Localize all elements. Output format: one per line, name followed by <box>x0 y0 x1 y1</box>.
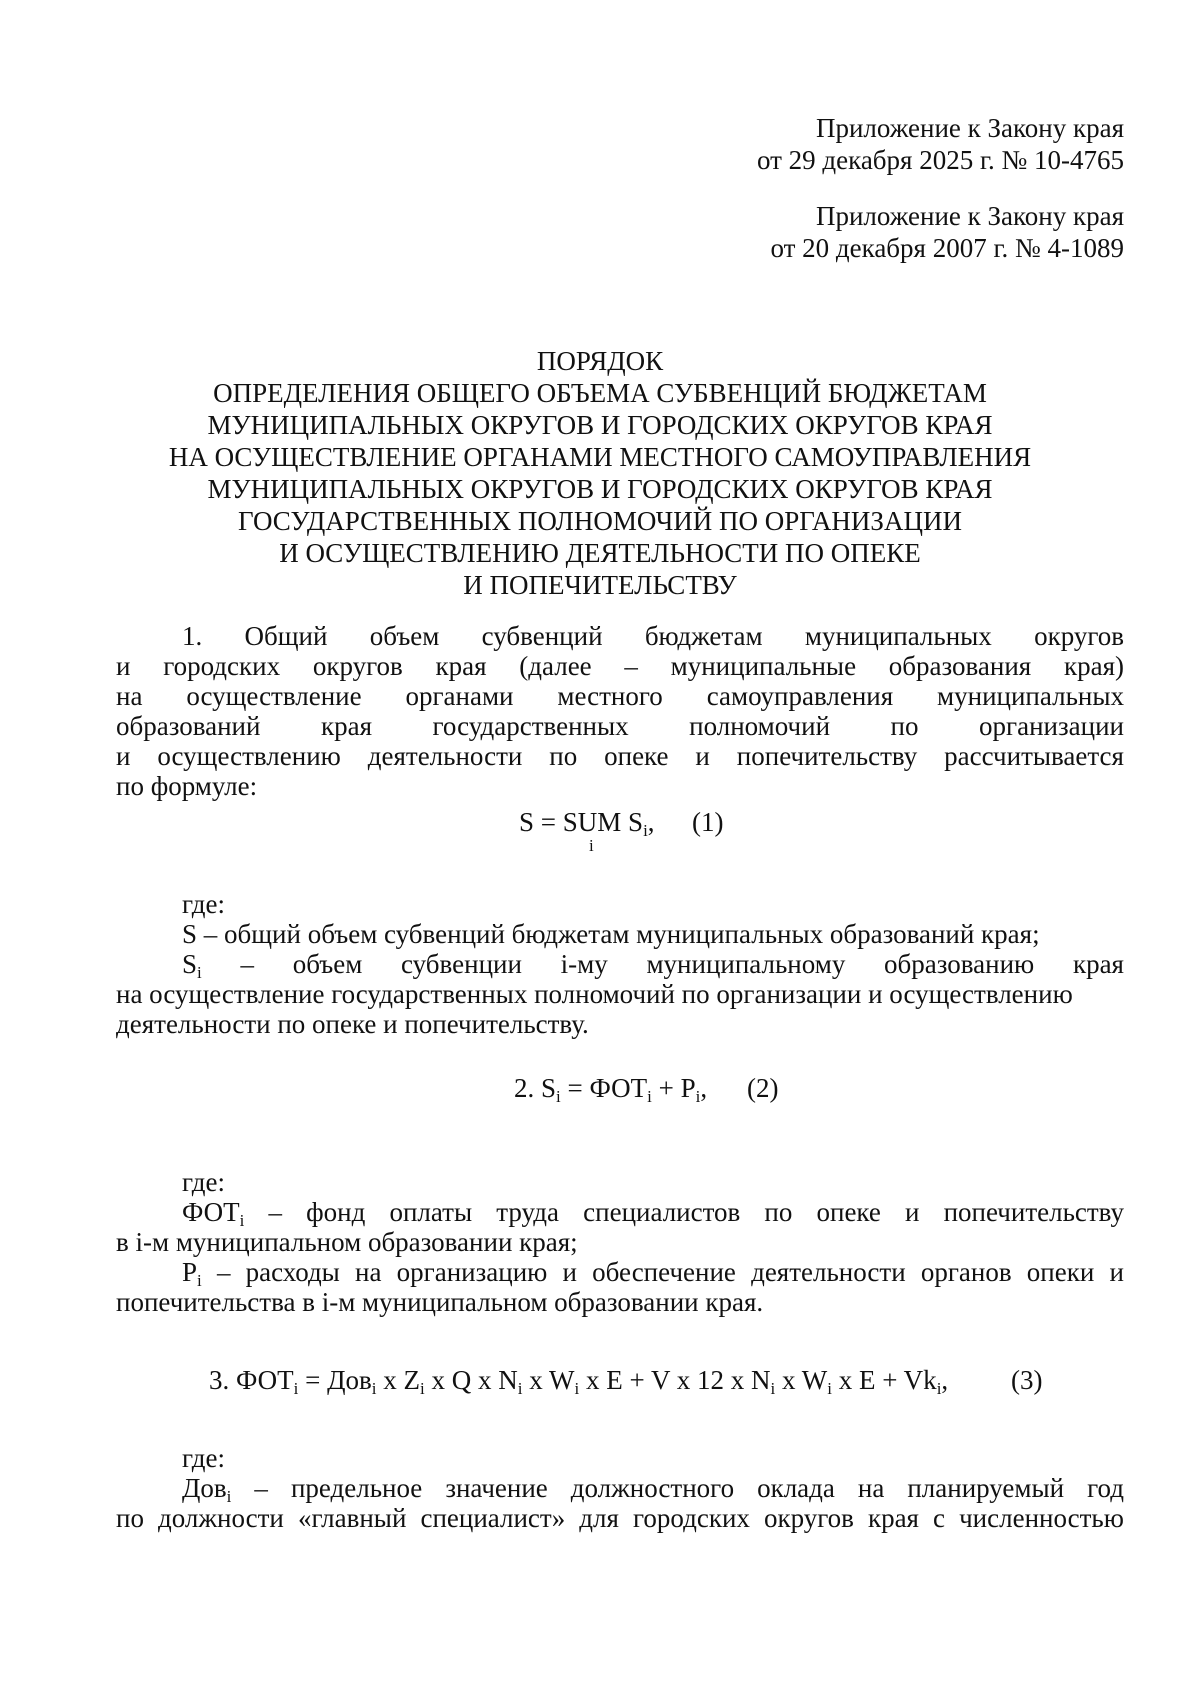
title-line: И ОСУЩЕСТВЛЕНИЮ ДЕЯТЕЛЬНОСТИ ПО ОПЕКЕ <box>279 538 921 568</box>
word: и <box>116 651 131 681</box>
word: опеке <box>816 1197 881 1227</box>
where-label-3: где: <box>182 1443 225 1473</box>
formula-2-number: (2) <box>747 1073 779 1103</box>
word: (далее <box>519 651 592 681</box>
fot-symbol-sub: i <box>239 1211 245 1230</box>
word: местного <box>557 681 663 711</box>
formula-2 <box>514 1072 707 1104</box>
formula-3-part: x E + V x 12 x N <box>579 1365 771 1395</box>
p-symbol-sub: i <box>197 1271 202 1290</box>
word: значение <box>445 1473 548 1503</box>
paragraph-1-line-5 <box>116 740 1124 772</box>
title-line: МУНИЦИПАЛЬНЫХ ОКРУГОВ И ГОРОДСКИХ ОКРУГОВ КРАЯ <box>207 410 993 440</box>
word: i-му <box>560 949 608 979</box>
formula-1-sub: i <box>643 821 648 840</box>
word: государственных <box>432 711 629 741</box>
word: – <box>624 651 638 681</box>
word: осуществлению <box>157 741 341 771</box>
paragraph-1-line-6: по формуле: <box>116 771 258 801</box>
formula-1-sum: SUM <box>562 807 622 837</box>
word: планируемый <box>907 1473 1065 1503</box>
formula-1-lhs: S = <box>519 807 563 837</box>
formula-3-part: , <box>941 1365 949 1395</box>
word: округов <box>312 651 403 681</box>
word: специалистов <box>583 1197 741 1227</box>
where-label-2: где: <box>182 1167 225 1197</box>
definition-p-line-2: попечительства в i-м муниципальном образовании края. <box>116 1287 764 1317</box>
word: по <box>890 711 919 741</box>
formula-3-part: x E + Vk <box>831 1365 937 1395</box>
word: образования <box>888 651 1032 681</box>
document-title <box>0 345 1200 601</box>
word: на <box>857 1473 885 1503</box>
formula-1-number: (1) <box>692 807 724 837</box>
title-line: ПОРЯДОК <box>536 346 664 376</box>
formula-3 <box>209 1364 948 1396</box>
paragraph-1-line-3 <box>116 680 1124 712</box>
word: по <box>764 1197 793 1227</box>
word: расходы <box>245 1257 340 1287</box>
word: муниципальных <box>804 621 992 651</box>
word: оклада <box>757 1473 835 1503</box>
formula-3-part: x Z <box>376 1365 421 1395</box>
word: рассчитывается <box>944 741 1124 771</box>
formula-3-part: 3. ФОТ <box>209 1365 294 1395</box>
definition-dov-line-1 <box>182 1472 1124 1504</box>
definition-si-line-2: на осуществление государственных полномочий по организации и осуществлению <box>116 979 1073 1009</box>
formula-3-part: x W <box>522 1365 575 1395</box>
word: деятельности <box>751 1257 906 1287</box>
word: муниципальных <box>937 681 1124 711</box>
formula-2-part: , <box>700 1073 708 1103</box>
word: органов <box>920 1257 1012 1287</box>
word: фонд <box>306 1197 366 1227</box>
word: специалист» <box>420 1503 566 1533</box>
formula-2-part: + P <box>651 1073 696 1103</box>
word: по <box>116 1503 144 1533</box>
dov-symbol <box>182 1472 231 1504</box>
title-line: НА ОСУЩЕСТВЛЕНИЕ ОРГАНАМИ МЕСТНОГО САМОУПРАВЛЕНИЯ <box>168 442 1032 472</box>
si-symbol-base: S <box>182 949 198 979</box>
word: труда <box>496 1197 560 1227</box>
where-label-1: где: <box>182 889 225 919</box>
paragraph-1-line-2 <box>116 650 1124 682</box>
word: с <box>933 1503 946 1533</box>
word: органами <box>405 681 514 711</box>
definition-dov-line-2 <box>116 1502 1124 1534</box>
word: муниципальные <box>670 651 857 681</box>
definition-si-line-3: деятельности по опеке и попечительству. <box>116 1009 589 1039</box>
word: по <box>549 741 578 771</box>
formula-3-number: (3) <box>1011 1365 1043 1395</box>
formula-3-sub: i <box>827 1379 832 1398</box>
formula-2-part: = ФОТ <box>560 1073 648 1103</box>
word: «главный <box>297 1503 407 1533</box>
word: должности <box>158 1503 284 1533</box>
word: – <box>254 1473 268 1503</box>
title-line: И ПОПЕЧИТЕЛЬСТВУ <box>463 570 737 600</box>
word: организацию <box>396 1257 548 1287</box>
word: края) <box>1063 651 1124 681</box>
word: края <box>1072 949 1124 979</box>
definition-si-line-1 <box>182 948 1124 980</box>
word: попечительству <box>943 1197 1124 1227</box>
word: – <box>216 1257 231 1287</box>
word: опеке <box>604 741 669 771</box>
word: и <box>116 741 131 771</box>
formula-3-part: x W <box>775 1365 828 1395</box>
word: оплаты <box>389 1197 473 1227</box>
annex-1-line-1: Приложение к Закону края <box>815 113 1124 143</box>
word: Общий <box>244 621 328 651</box>
word: субвенций <box>481 621 603 651</box>
word: и <box>562 1257 577 1287</box>
formula-3-sub: i <box>517 1379 523 1398</box>
formula-3-sub: i <box>371 1379 377 1398</box>
title-line: ОПРЕДЕЛЕНИЯ ОБЩЕГО ОБЪЕМА СУБВЕНЦИЙ БЮДЖЕТАМ <box>213 378 987 408</box>
word: полномочий <box>689 711 831 741</box>
paragraph-1-line-4 <box>116 710 1124 742</box>
definition-fot-line-1 <box>182 1196 1124 1228</box>
word: округов <box>1034 621 1124 651</box>
formula-3-sub: i <box>574 1379 580 1398</box>
word: обеспечение <box>592 1257 736 1287</box>
word: самоуправления <box>706 681 894 711</box>
word: численностью <box>959 1503 1124 1533</box>
paragraph-1-line-1 <box>182 620 1124 652</box>
word: для <box>579 1503 619 1533</box>
word: – <box>240 949 254 979</box>
formula-2-sub: i <box>695 1087 701 1106</box>
word: муниципальному <box>646 949 846 979</box>
annex-header-1 <box>757 112 1124 176</box>
fot-symbol-base: ФОТ <box>182 1197 240 1227</box>
word: на <box>116 681 143 711</box>
si-symbol <box>182 948 202 980</box>
word: субвенции <box>401 949 522 979</box>
fot-symbol <box>182 1196 244 1228</box>
word: на <box>355 1257 382 1287</box>
word: опеки <box>1026 1257 1095 1287</box>
word: и <box>695 741 710 771</box>
word: образований <box>116 711 261 741</box>
word: объем <box>292 949 363 979</box>
formula-1-tail: , <box>647 807 655 837</box>
annex-2-line-2: от 20 декабря 2007 г. № 4-1089 <box>770 233 1124 263</box>
title-line: МУНИЦИПАЛЬНЫХ ОКРУГОВ И ГОРОДСКИХ ОКРУГОВ КРАЯ <box>207 474 993 504</box>
p-symbol-base: P <box>182 1257 198 1287</box>
word: образованию <box>884 949 1035 979</box>
word: городских <box>632 1503 750 1533</box>
word: и <box>1109 1257 1124 1287</box>
word: края <box>320 711 372 741</box>
formula-3-sub: i <box>936 1379 942 1398</box>
si-symbol-sub: i <box>197 963 202 982</box>
formula-2-part: 2. S <box>514 1073 557 1103</box>
word: осуществление <box>186 681 362 711</box>
word: 1. <box>182 621 203 651</box>
word: бюджетам <box>644 621 763 651</box>
title-line: ГОСУДАРСТВЕННЫХ ПОЛНОМОЧИЙ ПО ОРГАНИЗАЦИИ <box>238 506 962 536</box>
word: края <box>867 1503 919 1533</box>
word: – <box>268 1197 283 1227</box>
word: попечительству <box>736 741 918 771</box>
dov-symbol-sub: i <box>226 1487 232 1506</box>
p-symbol <box>182 1256 202 1288</box>
definition-p-line-1 <box>182 1256 1124 1288</box>
definition-fot-line-2: в i-м муниципальном образовании края; <box>116 1227 578 1257</box>
word: организации <box>979 711 1124 741</box>
annex-header-2 <box>770 200 1124 264</box>
word: год <box>1087 1473 1124 1503</box>
definition-s: S – общий объем субвенций бюджетам муниципальных образований края; <box>182 919 1040 949</box>
word: городских <box>163 651 281 681</box>
annex-1-line-2: от 29 декабря 2025 г. № 10-4765 <box>756 145 1124 175</box>
word: предельное <box>290 1473 423 1503</box>
formula-1 <box>519 806 655 838</box>
formula-1-s: S <box>628 807 644 837</box>
dov-symbol-base: Дов <box>182 1473 227 1503</box>
word: должностного <box>570 1473 735 1503</box>
annex-2-line-1: Приложение к Закону края <box>815 201 1124 231</box>
word: деятельности <box>367 741 523 771</box>
formula-2-sub: i <box>556 1087 561 1106</box>
formula-3-part: x Q x N <box>424 1365 518 1395</box>
formula-3-sub: i <box>420 1379 425 1398</box>
formula-3-sub: i <box>770 1379 776 1398</box>
formula-3-sub: i <box>293 1379 299 1398</box>
formula-1-sum-index: i <box>589 836 594 855</box>
word: объем <box>369 621 440 651</box>
formula-3-part: = Дов <box>298 1365 372 1395</box>
word: и <box>905 1197 920 1227</box>
word: округов <box>763 1503 854 1533</box>
formula-2-sub: i <box>647 1087 652 1106</box>
word: края <box>435 651 487 681</box>
